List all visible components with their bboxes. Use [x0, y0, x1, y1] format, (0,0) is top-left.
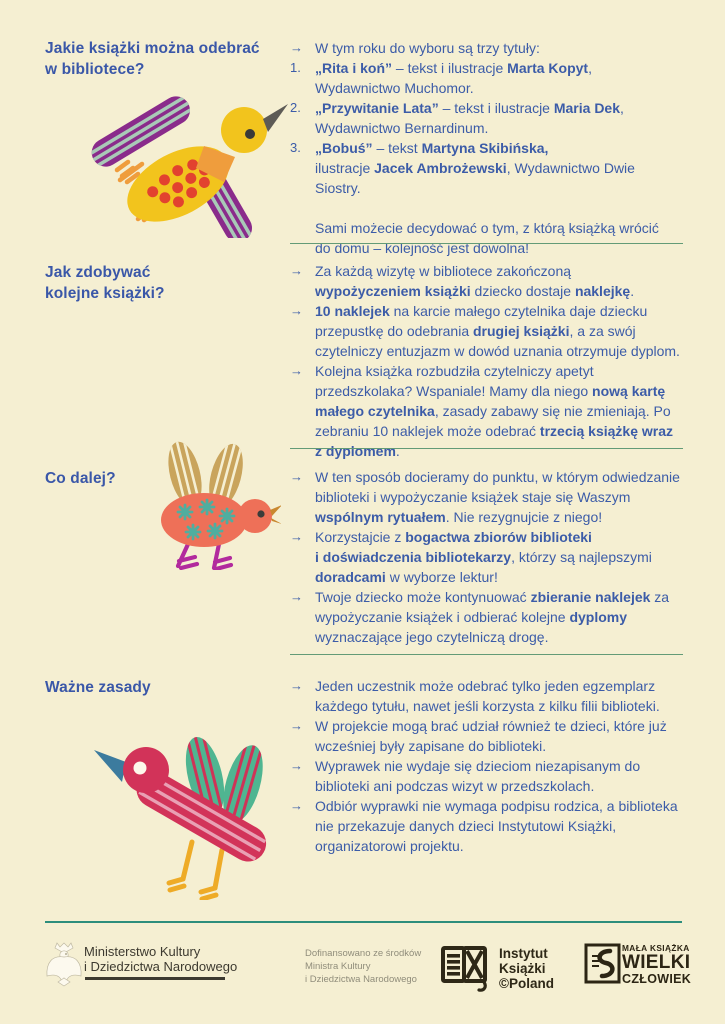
open-book-icon	[438, 942, 494, 994]
arrow-marker: →	[290, 589, 303, 604]
arrow-marker: →	[290, 678, 303, 693]
number-marker: 3.	[290, 140, 301, 155]
footer-divider	[45, 921, 682, 923]
bullet-text: Twoje dziecko może kontynuować zbieranie naklejek za wypożyczanie książek i odbierać kolejne dyplomy wyznaczające jego czytelniczą drogę.	[315, 589, 670, 645]
book-entry-text: „Bobuś” – tekst Martyna Skibińska, ilustracje Jacek Ambrożewski, Wydawnictwo Dwie Siostry.	[315, 140, 635, 196]
bullet-text: Korzystajcie z bogactwa zbiorów biblioteki i doświadczenia bibliotekarzy, którzy są najlepszymi doradcami w wyborze lektur!	[315, 529, 652, 585]
bird-crimson-illustration	[92, 724, 290, 900]
eagle-emblem-icon	[44, 940, 84, 988]
bullet-text: W projekcie mogą brać udział również te dzieci, które już wcześniej były zapisane do biblioteki.	[315, 718, 667, 754]
arrow-marker: →	[290, 798, 303, 813]
arrow-marker: →	[290, 529, 303, 544]
number-marker: 2.	[290, 100, 301, 115]
bird-coral-illustration	[133, 436, 281, 570]
section-divider	[290, 243, 683, 244]
ministry-name	[84, 944, 237, 974]
bullet-text: 10 naklejek na karcie małego czytelnika daje dziecku przepustkę do odebrania drugiej książki, a za swój czytelniczy entuzjazm w dowód uznania otrzymuje dyplom.	[315, 303, 680, 359]
section-4-content	[290, 676, 683, 856]
numbered-item	[290, 138, 683, 198]
ministry-line-2: i Dziedzictwa Narodowego	[84, 959, 238, 974]
bullet-text: Jeden uczestnik może odebrać tylko jeden egzemplarz każdego tytułu, nawet jeśli korzysta z kilku filii biblioteki.	[315, 678, 660, 714]
section-3-heading: Co dalej?	[45, 470, 116, 487]
section-4-heading: Ważne zasady	[45, 679, 151, 696]
mkwc-line-1: MAŁA KSIĄŻKA	[622, 943, 690, 953]
arrow-marker: →	[290, 303, 303, 318]
book-entry-text: „Przywitanie Lata” – tekst i ilustracje Maria Dek, Wydawnictwo Bernardinum.	[315, 100, 624, 136]
section-divider	[290, 654, 683, 655]
bullet-text: Kolejna książka rozbudziła czytelniczy apetyt przedszkolaka? Wspaniale! Mamy dla niego nową kartę małego czytelnika, zasady zabawy się nie zmieniają. Po zebraniu 10 naklejek może odebrać trzecią książkę wraz z dyplomem.	[315, 363, 674, 459]
bird-fly-illustration	[78, 84, 290, 238]
number-marker: 1.	[290, 60, 301, 75]
mkwc-label	[622, 944, 691, 986]
note-paragraph: Sami możecie decydować o tym, z którą książką wrócić do domu – kolejność jest dowolna!	[315, 220, 659, 256]
ik-line-3: ©Poland	[499, 976, 554, 991]
bullet-text: W ten sposób docieramy do punktu, w którym odwiedzanie biblioteki i wypożyczanie książek staje się Waszym wspólnym rytuałem. Nie rezygnujcie z niego!	[315, 469, 680, 525]
book-entry-text: „Rita i koń” – tekst i ilustracje Marta Kopyt, Wydawnictwo Muchomor.	[315, 60, 592, 96]
instytut-ksiazki-label	[499, 946, 554, 991]
bullet-item	[290, 527, 683, 587]
section-3-content	[290, 467, 683, 647]
bullet-item	[290, 261, 683, 301]
mkwc-line-3: CZŁOWIEK	[622, 972, 692, 986]
bullet-text: W tym roku do wyboru są trzy tytuły:	[315, 40, 540, 56]
arrow-marker: →	[290, 469, 303, 484]
bullet-text: Odbiór wyprawki nie wymaga podpisu rodzica, a biblioteka nie przekazuje danych dzieci Instytutowi Książki, organizatorowi projektu.	[315, 798, 678, 854]
arrow-marker: →	[290, 40, 303, 55]
bullet-item	[290, 676, 683, 716]
funding-line-3: i Dziedzictwa Narodowego	[305, 974, 417, 985]
bullet-item	[290, 796, 683, 856]
arrow-marker: →	[290, 263, 303, 278]
funding-note	[305, 947, 421, 986]
funding-line-1: Dofinansowano ze środków	[305, 948, 422, 959]
numbered-item	[290, 98, 683, 138]
bullet-item	[290, 361, 683, 461]
bullet-text: Wyprawek nie wydaje się dzieciom niezapisanym do biblioteki ani podczas wizyt w przedszkolach.	[315, 758, 641, 794]
arrow-marker: →	[290, 758, 303, 773]
bullet-text: Za każdą wizytę w bibliotece zakończoną wypożyczeniem książki dziecko dostaje naklejkę.	[315, 263, 635, 299]
bullet-item	[290, 716, 683, 756]
bullet-item	[290, 756, 683, 796]
ministry-line-1: Ministerstwo Kultury	[84, 944, 201, 959]
ik-line-1: Instytut	[499, 946, 548, 961]
book-hand-icon	[584, 943, 624, 985]
section-1-content	[290, 38, 683, 258]
section-2-heading: Jak zdobywać kolejne książki?	[45, 264, 165, 302]
section-1-heading: Jakie książki można odebrać w bibliotece?	[45, 40, 260, 78]
section-2-content	[290, 261, 683, 461]
bullet-item	[290, 38, 683, 58]
bullet-item	[290, 467, 683, 527]
bullet-item	[290, 301, 683, 361]
bullet-item	[290, 587, 683, 647]
arrow-marker: →	[290, 718, 303, 733]
funding-line-2: Ministra Kultury	[305, 961, 371, 972]
section-divider	[290, 448, 683, 449]
arrow-marker: →	[290, 363, 303, 378]
ministry-underline	[85, 977, 225, 980]
numbered-item	[290, 58, 683, 98]
mkwc-line-2: WIELKI	[622, 952, 691, 973]
ik-line-2: Książki	[499, 961, 546, 976]
